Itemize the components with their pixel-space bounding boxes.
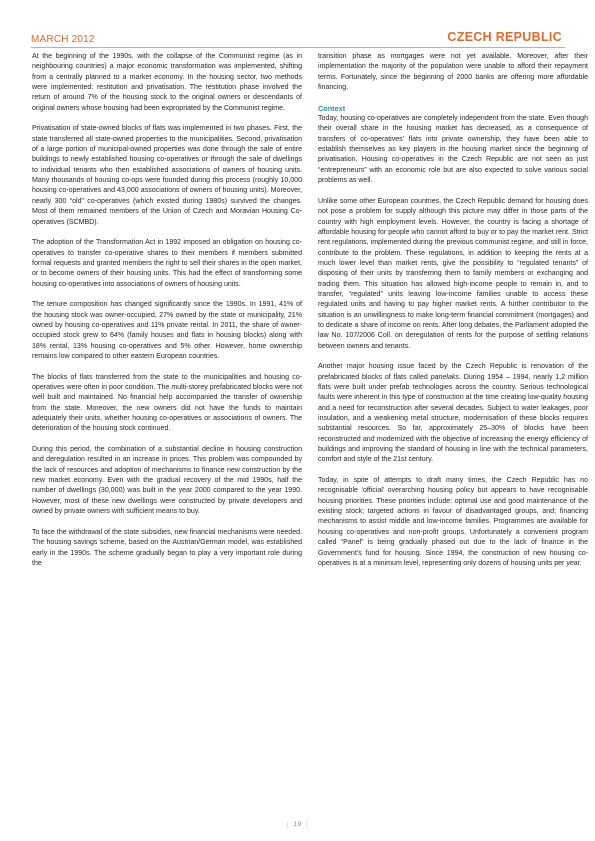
paragraph: Today, in spite of attempts to draft many times, the Czech Republic has no recognisable ‘official’ overarching housing policy but appears to have recognisable housing priorities. These priorities include: optimal use and good maintenance of the existing stock; targeted actions in favour of disadvantaged groups, and; financing mechanisms to assist middle and low-income families. Programmes are available for housing co-operatives and non-profit groups. Unfortunately a convenient program called “Panel” is being gradually phased out due to the lack of finance in the Government’s fund for housing. Since 1994, the construction of new housing co-operatives is at a minimum level, representing only dozens of housing units per year. <box>318 477 588 567</box>
paragraph: The adoption of the Transformation Act in 1992 imposed an obligation on housing co-operatives to transfer co-operative shares to their members if members submitted formal requests and granted members the right to sell their shares in the open market, or to become owners of their housing units. This had the effect of transforming some housing co-operatives into associations of owners of housing units. <box>32 239 302 288</box>
paragraph-text: Another major housing issue faced by the Czech Republic is renovation of the prefabricated blocks of flats called <box>318 363 588 381</box>
paragraph <box>318 362 588 465</box>
paragraph: Unlike some other European countries, the Czech Republic demand for housing does not pose a problem for supply although this picture may differ in those parts of the country with high employment levels. However, the country is facing a shortage of affordable housing for people who cannot afford to buy or to pay the market rent. Strict rent regulations, implemented during the previous communist regime, and still in force, contribute to the problem. These regulations, in addition to keeping the rents at a much lower level than market rents, give the possibility to “regulated tenants” of disposing of their units by transferring them to family members or exchanging and trading them. This situation has allowed high-income people to remain in, and to transfer, “regulated” units leaving low-income families unable to access these regulated units and having to pay higher market rents. A further contributor to the situation is an unwillingness to make long-term financial commitment (mortgages) and to dedicate a share of income on rents. After long debates, the Parliament adopted the law No. 107/2006 Coll. on deregulation of rents for the purpose of settling relations between owners and tenants. <box>318 197 588 350</box>
paragraph: Privatisation of state-owned blocks of flats was implemented in two phases. First, the state transferred all state-owned properties to the municipalities. Second, privatisation of a large portion of municipal-owned properties was done through the sale of entire buildings to newly established housing co-operatives or through the sale of dwellings to individual tenants who then established associations of owners of housing units. Many thousands of housing co-ops were founded during this process (roughly 10,000 housing co-operatives and 43,000 associations of owners of housing units). Moreover, nearly 300 “old” co-operatives (which existed during 1980s) survived the changes. Most of them remained members of the Union of Czech and Moravian Housing Co-operatives (SCMBD). <box>32 125 302 226</box>
right-column <box>318 52 588 580</box>
footer-divider: | <box>305 821 309 828</box>
footer-divider: | <box>286 821 290 828</box>
paragraph: Today, housing co-operatives are completely independent from the state. Even though their overall share in the housing market has decreased, as a consequence of transfers of co-operatives’ flats into private ownership, they have been able to establish themselves as key players in the housing market since the beginning of privatisation. Housing co-operatives in the Czech Republic are not seen as just “entrepreneurs” with an economic role but are also expected to solve various social problems as well. <box>318 115 588 185</box>
paragraph-text: . During 1954 – 1994, nearly 1,2 million flats were built under prefab technologies across the country. Serious technological faults were inherent in this type of construction at the time creating low-quality housing and a need for reconstruction after several decades. Subject to water leakages, poor insulation, and a weakening metal structure, modernisation of these blocks requires substantial resources. So far, approximately 25–30% of blocks have been reconstructed and modernized with the objective of increasing the energy efficiency of buildings and improving the standard of housing in line with the technical parameters, comfort and style of the 21st century. <box>318 373 588 464</box>
footer <box>0 821 595 828</box>
paragraph: To face the withdrawal of the state subsidies, new financial mechanisms were needed. The housing savings scheme, based on the Austrian/German model, was established early in the 1990s. The scheme gradually began to play a very important role during the <box>32 528 302 567</box>
paragraph: transition phase as mortgages were not yet available. Moreover, after their implementation the majority of the population were unable to afford their repayment terms. Fortunately, since the beginning of 2000 banks are offering more affordable financing. <box>318 53 588 92</box>
header-country: CZECH REPUBLIC <box>447 30 562 44</box>
paragraph: During this period, the combination of a substantial decline in housing construction and deregulation resulted in an increase in prices. This problem was compounded by the lack of resources and adoption of mechanisms to finance new construction by the new market economy. Even with the gradual recovery of the mid 1990s, half the number of dwellings (30,000) was built in the year 2000 compared to the year 1990. However, most of these new dwellings were constructed by private developers and owned by private owners with sufficient means to buy. <box>32 446 302 516</box>
left-column <box>32 52 302 580</box>
header-date: MARCH 2012 <box>31 34 95 45</box>
paragraph: The tenure composition has changed significantly since the 1990s. In 1991, 41% of the housing stock was owner-occupied, 27% owned by the state or municipality, 21% owned by housing co-operatives and 11% private rental. In 2011, the share of owner-occupied stock grew to 64% (family houses and flats in housing blocks) along with 18% rental, 13% housing co-operatives and 5% other. However, home ownership remains low compared to other eastern European countries. <box>32 301 302 360</box>
paragraph: At the beginning of the 1990s, with the collapse of the Communist regime (as in neighbouring countries) a major economic transformation was implemented, shifting from a centrally planned to a market economy. In the housing sector, two methods were implemented: restitution and privatisation. The restitution phase involved the return of around 7% of the housing stock to the original owners or descendants of original owners whose housing had been expropriated by the Communist regime. <box>32 53 302 112</box>
section-heading-context: Context <box>318 103 346 113</box>
header-rule <box>31 47 565 48</box>
emphasis-term: panelaks <box>430 373 459 381</box>
paragraph: The blocks of flats transferred from the state to the municipalities and housing co-operatives were often in poor condition. The multi-storey prefabricated blocks were not well built and maintained. No financial help accompanied the transfer of ownership from the state. Moreover, the new owners did not have the funds to maintain adequately their units, whether housing co-operatives or associations of owners. The deterioration of the housing stock continued. <box>32 373 302 433</box>
page-number: 19 <box>293 821 302 828</box>
